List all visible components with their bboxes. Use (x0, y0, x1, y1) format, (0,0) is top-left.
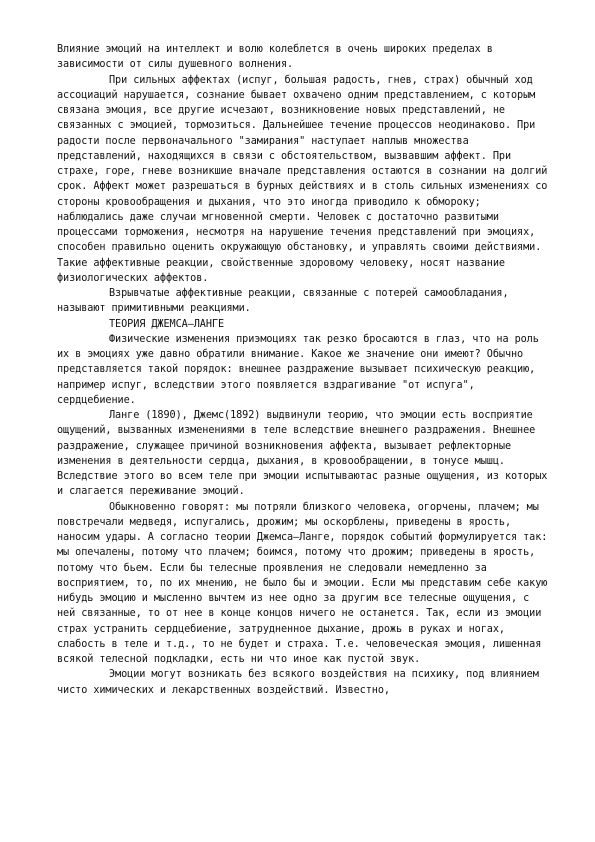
paragraph-physical-changes: Физические изменения приэмоциях так резко бросаются в глаз, что на роль их в эмоциях уже давно обратили внимание. Какое же значение они имеют? Обычно представляется такой порядок: внешнее раздражение вызывает психическую реакцию, например испуг, вследствии этого появляется вздрагивание "от испуга", сердцебиение. (57, 333, 539, 406)
paragraph-lange-james-theory: Ланге (1890), Джемс(1892) выдвинули теорию, что эмоции есть восприятие ощущений, вызванных изменениями в теле вследствие внешнего раздражения. Внешнее раздражение, служащее причиной возникновения аффекта, вызывает рефлекторные изменения в деятельности сердца, дыхания, в кровообращении, в тонусе мышц. Вследствие этого во всем теле при эмоции испытываютас разные ощущения, из которых и слагается переживание эмоций. (57, 410, 548, 498)
section-heading: ТЕОРИЯ ДЖЕМСА—ЛАНГЕ (109, 318, 225, 330)
paragraph-primitive-reactions: Взрывчатые аффективные реакции, связанные с потерей самообладания, называют примитивными реакциями. (57, 288, 509, 315)
paragraph-ordinary-view: Обыкновенно говорят: мы потряли близкого человека, огорчены, плачем; мы повстречали медведя, испугались, дрожим; мы оскорблены, приведены в ярость, наносим удары. А согласно теории Джемса—Ланге, порядок событий формулируется так: мы опечалены, потому что плачем; боимся, потому что дрожим; приведены в ярость, потому что бьем. Если бы телесные проявления не следовали немедленно за восприятием, то, по их мнению, не было бы и эмоции. Если мы представим себе какую нибудь эмоцию и мысленно вычтем из нее одно за другим все телесные ощущения, с ней связанные, то от нее в конце концов ничего не останется. Так, если из эмоции страх устранить сердцебиение, затрудненное дыхание, дрожь в руках и ногах, слабость в теле и т.д., то не будет и страха. Т.е. человеческая эмоция, лишенная всякой телесной подкладки, есть ни что иное как пустой звук. (57, 501, 548, 665)
paragraph-chemical-influence: Эмоции могут возникать без всякого воздействия на психику, под влиянием чисто химических и лекарственных воздействий. Известно, (57, 669, 539, 696)
paragraph-strong-affects: При сильных аффектах (испуг, большая радость, гнев, страх) обычный ход ассоциаций нарушается, сознание бывает охвачено одним представлением, с которым связана эмоция, все другие исчезают, возникновение новых представлений, не связанных с эмоцией, тормозиться. Дальнейшее течение процессов неодинаково. При радости после первоначального "замирания" наступает наплыв множества представлений, находящихся в связи с обстоятельством, вызвавшим аффект. При страхе, горе, гневе возникшие вначале представления остаются в сознании на долгий срок. Аффект может разрешаться в бурных действиях и в столь сильных изменениях со стороны кровообращения и дыхания, что это иногда приводило к обмороку; наблюдались даже случаи мгновенной смерти. Человек с достаточно развитыми процессами торможения, несмотря на нарушение течения представлений при эмоциях, способен правильно оценить окружающую обстановку, и управлять своими действиями. Такие аффективные реакции, свойственные здоровому человеку, носят название физиологических аффектов. (57, 74, 548, 284)
paragraph-intro: Влияние эмоций на интеллект и волю колеблется в очень широких пределах в зависимости от силы душевного волнения. (57, 44, 493, 71)
